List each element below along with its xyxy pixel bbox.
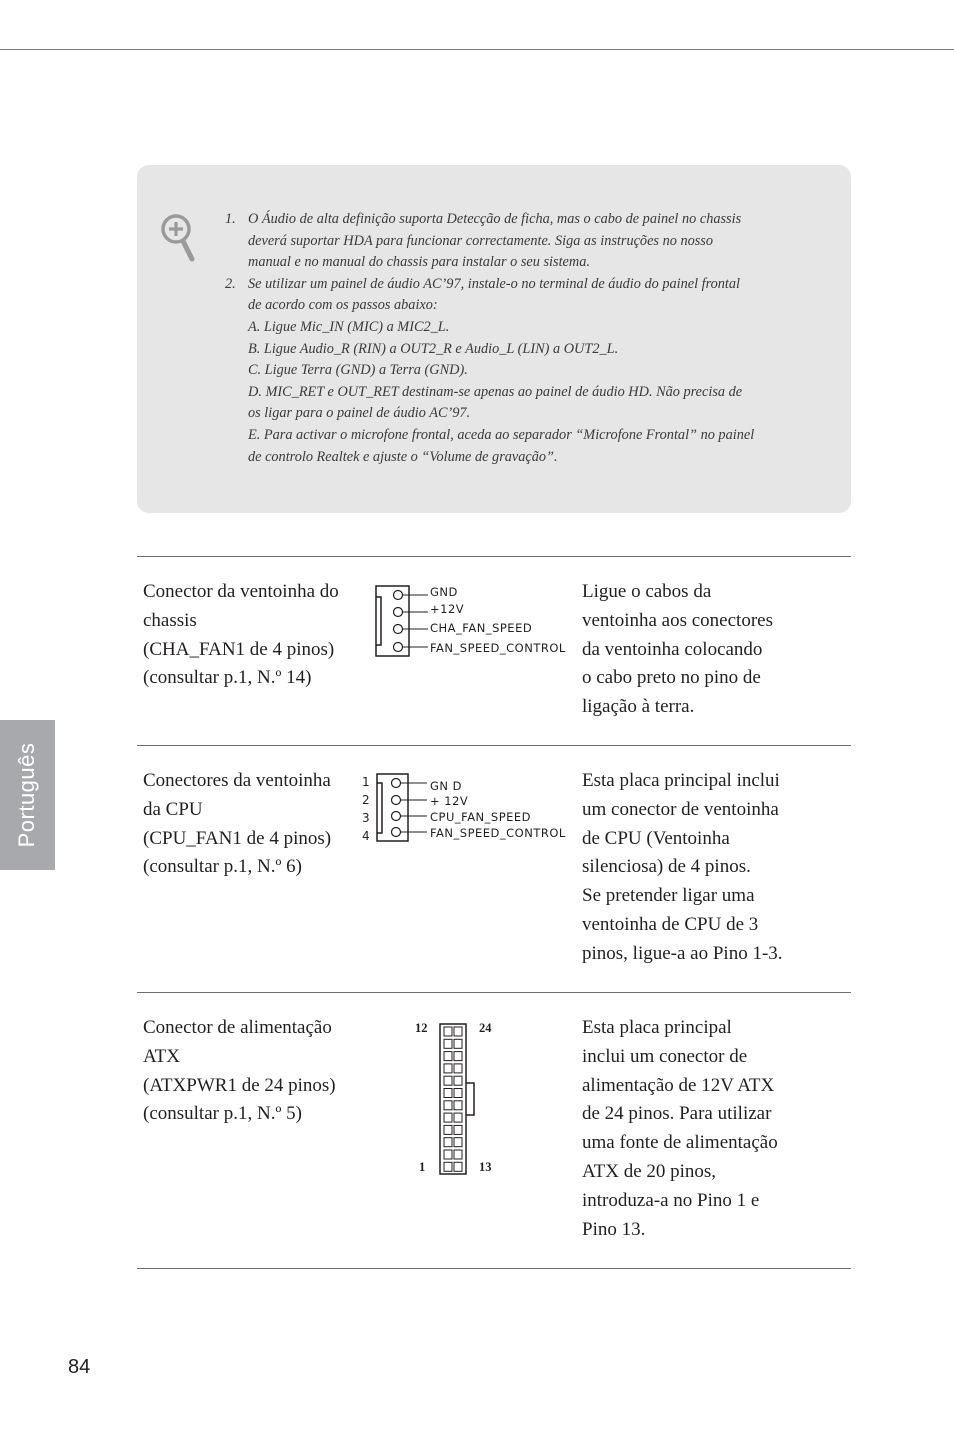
language-side-tab-label: Português [14,742,39,848]
title-line: chassis [143,609,197,631]
note-line: O Áudio de alta definição suporta Detecção de ficha, mas o cabo de painel no chassis [248,211,742,227]
cha-fan-description [582,578,797,722]
atx-pin-label-13: 13 [479,1160,492,1174]
atx-pin [454,1113,462,1122]
atx-pin [454,1064,462,1073]
pin-label-12v: +12V [430,602,465,616]
magnifier-plus-icon [159,211,199,267]
atx-pin [444,1125,452,1134]
desc-line: inclui um conector de [582,1045,748,1067]
atx-pin [454,1076,462,1085]
atx-pin [444,1138,452,1147]
note-box [137,165,851,513]
title-line: (consultar p.1, N.º 6) [143,856,302,878]
note-line: B. Ligue Audio_R (RIN) a OUT2_R e Audio_L (LIN) a OUT2_L. [248,340,619,357]
atx-pin [454,1138,462,1147]
cpu-fan-title [143,767,358,882]
pin-label-12v: + 12V [430,794,469,808]
desc-line: de 24 pinos. Para utilizar [582,1103,772,1125]
title-line: Conectores da ventoinha [143,770,331,791]
desc-line: o cabo preto no pino de [582,667,761,689]
desc-line: uma fonte de alimentação [582,1132,778,1154]
desc-line: Ligue o cabos da [582,581,712,602]
atx-pin [444,1076,452,1085]
section-divider [137,556,851,557]
desc-line: introduza-a no Pino 1 e [582,1189,760,1211]
atx-pin [454,1089,462,1098]
pin-number: 1 [362,775,370,789]
atx-pin [454,1162,462,1171]
pin-label-fan-speed-control: FAN_SPEED_CONTROL [430,641,566,655]
atx-pin [454,1052,462,1061]
pin-label-cha-fan-speed: CHA_FAN_SPEED [430,621,533,635]
note-item [225,209,785,274]
desc-line: de CPU (Ventoinha [582,827,730,849]
section-divider [137,1268,851,1269]
note-item-number: 2. [225,275,236,292]
desc-line: alimentação de 12V ATX [582,1074,775,1096]
title-line: (consultar p.1, N.º 5) [143,1103,302,1125]
note-line: Se utilizar um painel de áudio AC’97, instale-o no terminal de áudio do painel frontal [248,275,741,292]
atx-pin-label-24: 24 [479,1021,492,1035]
section-divider [137,992,851,993]
desc-line: um conector de ventoinha [582,798,779,820]
atx-pin [444,1089,452,1098]
title-line: (consultar p.1, N.º 14) [143,667,312,689]
note-text [225,209,785,468]
atx-pin [454,1125,462,1134]
pin-number: 2 [362,793,370,807]
title-line: Conector da ventoinha do [143,581,339,602]
note-line: manual e no manual do chassis para instalar o seu sistema. [248,254,590,271]
title-line: (CHA_FAN1 de 4 pinos) [143,638,335,660]
atx-power-description [582,1014,797,1244]
note-item-number: 1. [225,211,236,227]
note-line: de controlo Realtek e ajuste o “Volume de gravação”. [248,448,558,465]
atx-power-title [143,1014,358,1129]
atx-pin [444,1162,452,1171]
cpu-fan-description [582,767,797,969]
atx-pin [454,1039,462,1048]
page-number: 84 [68,1356,91,1378]
desc-line: ligação à terra. [582,696,695,718]
note-line: A. Ligue Mic_IN (MIC) a MIC2_L. [248,318,450,335]
atx-pin [454,1150,462,1159]
desc-line: ventoinha de CPU de 3 [582,913,759,935]
top-rule [0,49,954,50]
pin-label-gnd: GND [430,585,458,599]
pin-label-gnd: GN D [430,779,463,793]
desc-line: Esta placa principal inclui [582,770,780,791]
title-line: (ATXPWR1 de 24 pinos) [143,1074,336,1096]
desc-line: ventoinha aos conectores [582,609,773,631]
pin-number: 4 [362,829,370,843]
desc-line: da ventoinha colocando [582,638,763,660]
pin-label-fan-speed-control: FAN_SPEED_CONTROL [430,826,566,840]
note-line: deverá suportar HDA para funcionar correctamente. Siga as instruções no nosso [248,232,714,249]
atx-pin [454,1101,462,1110]
pin-number: 3 [362,811,370,825]
desc-line: Pino 13. [582,1218,646,1240]
atx-pin [444,1039,452,1048]
cha-fan-connector-diagram [370,583,432,661]
atx-pin [444,1027,452,1036]
atx-pin [454,1027,462,1036]
atx-pin [444,1150,452,1159]
atx-pin [444,1101,452,1110]
note-line: D. MIC_RET e OUT_RET destinam-se apenas ao painel de áudio HD. Não precisa de [248,383,743,400]
title-line: ATX [143,1045,180,1067]
atx-pin [444,1113,452,1122]
section-divider [137,745,851,746]
title-line: (CPU_FAN1 de 4 pinos) [143,827,332,849]
atx-pin [444,1064,452,1073]
note-line: os ligar para o painel de áudio AC’97. [248,405,471,422]
title-line: da CPU [143,798,203,820]
desc-line: Esta placa principal [582,1017,732,1038]
desc-line: Se pretender ligar uma [582,885,755,907]
pin-label-cpu-fan-speed: CPU_FAN_SPEED [430,810,532,824]
desc-line: pinos, ligue-a ao Pino 1-3. [582,942,783,964]
cha-fan-title [143,578,358,693]
title-line: Conector de alimentação [143,1017,332,1038]
note-line: de acordo com os passos abaixo: [248,297,438,314]
note-line: E. Para activar o microfone frontal, aceda ao separador “Microfone Frontal” no painel [248,426,755,443]
atx-pin-label-12: 12 [415,1021,428,1035]
language-side-tab [0,720,55,870]
note-item [225,274,785,468]
note-line: C. Ligue Terra (GND) a Terra (GND). [248,362,468,379]
cpu-fan-connector-diagram [371,771,433,845]
desc-line: ATX de 20 pinos, [582,1160,717,1182]
atx-pin-label-1: 1 [419,1160,426,1174]
atx-connector-diagram [438,1022,480,1176]
atx-pin [444,1052,452,1061]
desc-line: silenciosa) de 4 pinos. [582,856,751,878]
